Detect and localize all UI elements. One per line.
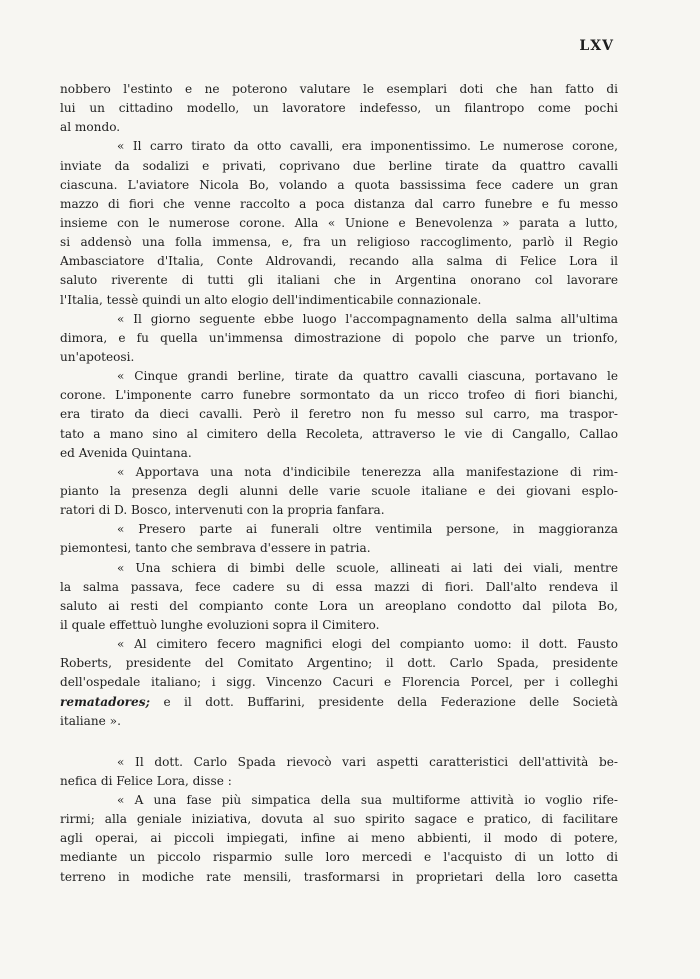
text-line: piemontesi, tanto che sembrava d'essere in patria. <box>60 541 371 556</box>
text-line: l'Italia, tessè quindi un alto elogio dell'indimenticabile connazionale. <box>60 292 482 307</box>
text-line: « Presero parte ai funerali oltre ventimila persone, in maggioranza <box>117 522 618 537</box>
text-line: nefica di Felice Lora, disse : <box>60 773 232 788</box>
body-text <box>60 80 618 887</box>
paragraph-gap <box>60 731 618 753</box>
text-line: « Una schiera di bimbi delle scuole, allineati ai lati dei viali, mentre <box>117 560 618 575</box>
text-line: dell'ospedale italiano; i sigg. Vincenzo Cacuri e Florencia Porcel, per i colleghi <box>60 675 618 690</box>
text-line: italiane ». <box>60 713 121 728</box>
text-line: era tirato da dieci cavalli. Però il feretro non fu messo sul carro, ma traspor- <box>60 407 618 422</box>
page-number: LXV <box>579 38 614 54</box>
text-line: ratori di D. Bosco, intervenuti con la propria fanfara. <box>60 503 385 518</box>
text-line: tato a mano sino al cimitero della Recoleta, attraverso le vie di Cangallo, Callao <box>60 426 618 441</box>
text-line: Ambasciatore d'Italia, Conte Aldrovandi, recando alla salma di Felice Lora il <box>60 254 618 269</box>
text-line: dimora, e fu quella un'immensa dimostrazione di popolo che parve un trionfo, <box>60 330 618 345</box>
text-line: « Al cimitero fecero magnifici elogi del compianto uomo: il dott. Fausto <box>117 637 618 652</box>
text-line: nobbero l'estinto e ne poterono valutare le esemplari doti che han fatto di <box>60 82 618 96</box>
text-line: mediante un piccolo risparmio sulle loro mercedi e l'acquisto di un lotto di <box>60 850 618 865</box>
text-line: saluto riverente di tutti gli italiani che in Argentina onorano col lavorare <box>60 273 618 288</box>
text-line: lui un cittadino modello, un lavoratore indefesso, un filantropo come pochi <box>60 101 618 116</box>
text-line: insieme con le numerose corone. Alla « Unione e Benevolenza » parata a lutto, <box>60 215 618 230</box>
text-line: « Il carro tirato da otto cavalli, era imponentissimo. Le numerose corone, <box>117 139 618 154</box>
text-line: la salma passava, fece cadere su di essa mazzi di fiori. Dall'alto rendeva il <box>60 579 618 594</box>
text-line: Roberts, presidente del Comitato Argentino; il dott. Carlo Spada, presidente <box>60 656 618 671</box>
text-line: rirmi; alla geniale iniziativa, dovuta al suo spirito sagace e pratico, di facilitare <box>60 812 618 827</box>
text-line: « Cinque grandi berline, tirate da quattro cavalli ciascuna, portavano le <box>117 369 618 384</box>
text-line: al mondo. <box>60 120 121 135</box>
text-line: si addensò una folla immensa, e, fra un religioso raccoglimento, parlò il Regio <box>60 235 618 250</box>
text-line: il quale effettuò lunghe evoluzioni sopra il Cimitero. <box>60 617 380 632</box>
text-line <box>60 693 618 712</box>
text-line: « Il dott. Carlo Spada rievocò vari aspetti caratteristici dell'attività be- <box>117 754 618 769</box>
text-line: un'apoteosi. <box>60 349 135 364</box>
text-line: saluto ai resti del compianto conte Lora un areoplano condotto dal pilota Bo, <box>60 598 618 613</box>
text-line: pianto la presenza degli alunni delle varie scuole italiane e dei giovani esplo- <box>60 483 618 498</box>
text-line: ed Avenida Quintana. <box>60 445 192 460</box>
text-line: corone. L'imponente carro funebre sormontato da un ricco trofeo di fiori bianchi, <box>60 388 618 403</box>
text-line: terreno in modiche rate mensili, trasformarsi in proprietari della loro casetta <box>60 869 618 884</box>
text-line: mazzo di fiori che venne raccolto a poca distanza dal carro funebre e fu messo <box>60 196 618 211</box>
italic-term: rematadores; <box>60 694 150 709</box>
text-line: « Il giorno seguente ebbe luogo l'accompagnamento della salma all'ultima <box>117 311 618 326</box>
text-line: « Apportava una nota d'indicibile tenerezza alla manifestazione di rim- <box>117 464 618 479</box>
text-line: ciascuna. L'aviatore Nicola Bo, volando a quota bassissima fece cadere un gran <box>60 177 618 192</box>
text-span: e il dott. Buffarini, presidente della Federazione delle Società <box>149 694 618 709</box>
text-line: « A una fase più simpatica della sua multiforme attività io voglio rife- <box>117 793 618 808</box>
text-line: inviate da sodalizi e privati, coprivano due berline tirate da quattro cavalli <box>60 158 618 173</box>
text-line: agli operai, ai piccoli impiegati, infine ai meno abbienti, il modo di potere, <box>60 831 618 846</box>
